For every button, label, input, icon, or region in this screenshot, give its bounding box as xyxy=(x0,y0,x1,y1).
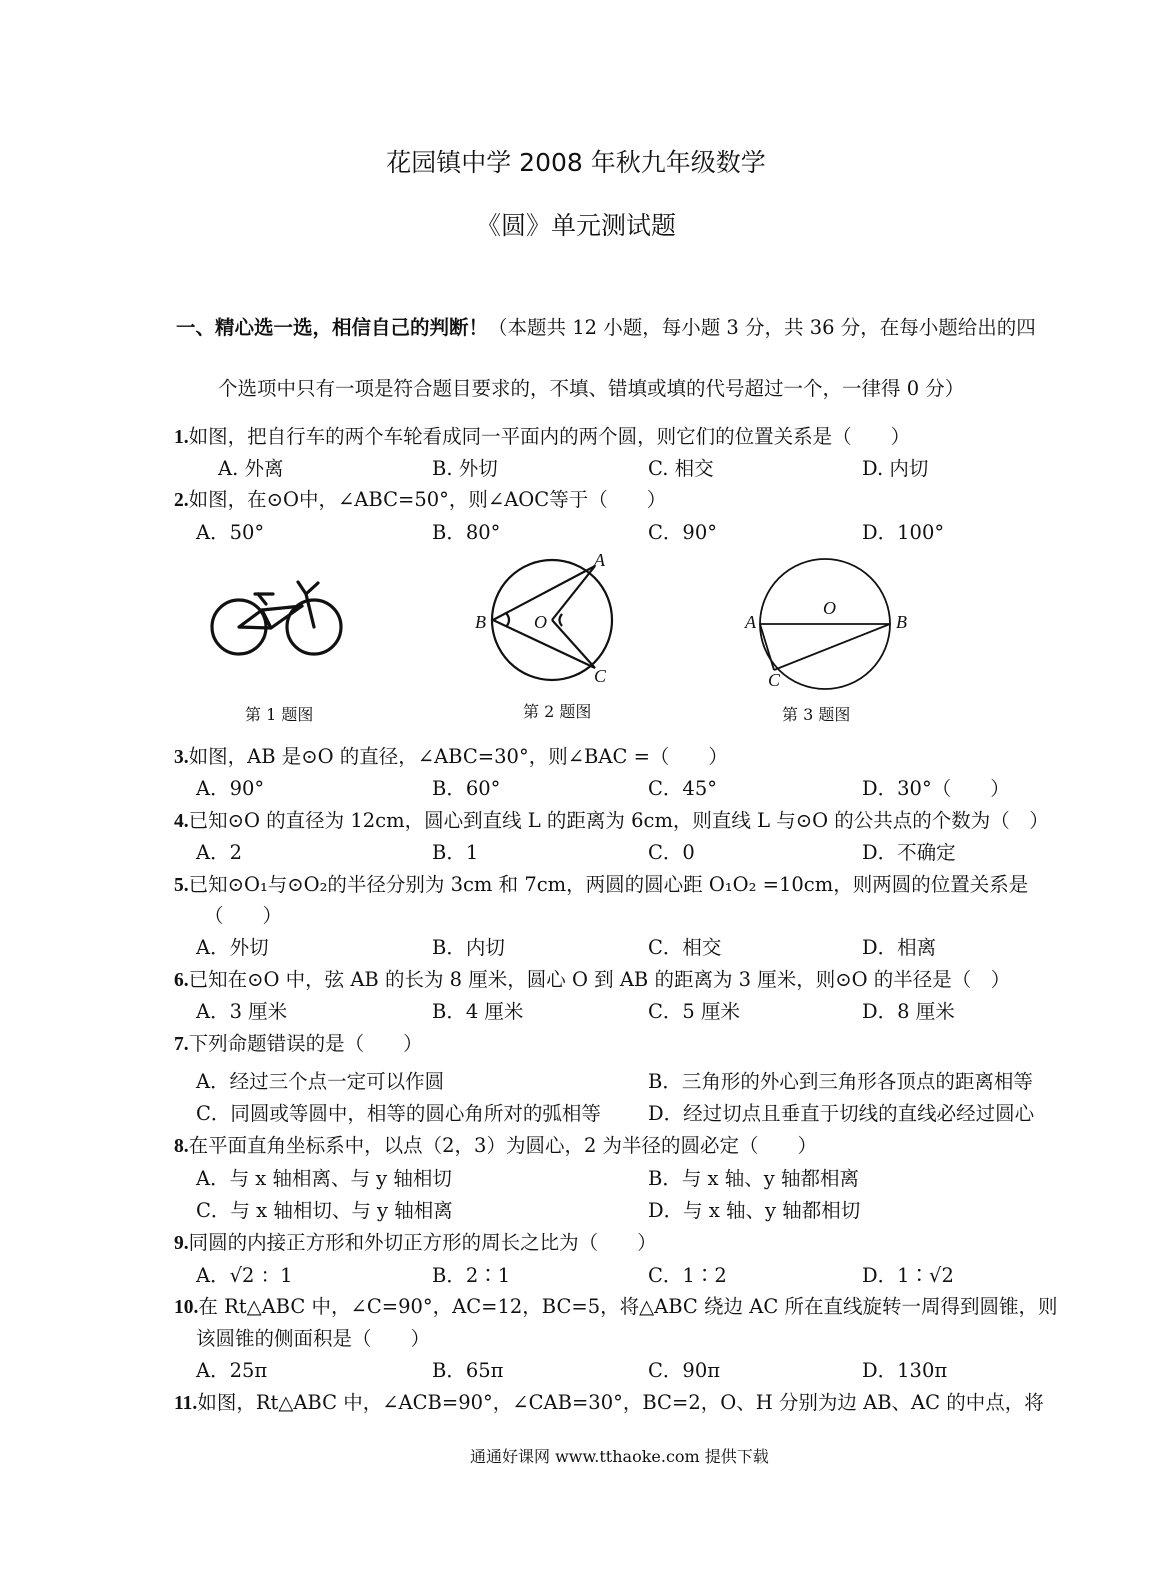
bicycle-figure xyxy=(200,568,350,668)
question-number: 9. xyxy=(174,1233,189,1254)
q1-option-a: A. 外离 xyxy=(218,457,284,480)
label-o: O xyxy=(534,612,547,632)
label-a: A xyxy=(594,550,605,570)
figure-3-caption: 第 3 题图 xyxy=(782,705,851,724)
question-text: 已知⊙O₁与⊙O₂的半径分别为 3cm 和 7cm，两圆的圆心距 O₁O₂ =10cm，则两圆的位置关系是 xyxy=(188,873,1029,896)
q5-option-d: D．相离 xyxy=(862,936,937,959)
section-heading xyxy=(176,312,1036,340)
question-4 xyxy=(174,805,1049,833)
question-text: 在 Rt△ABC 中，∠C=90°，AC=12，BC=5，将△ABC 绕边 AC 所在直线旋转一周得到圆锥，则 xyxy=(198,1295,1058,1318)
q3-option-b: B．60° xyxy=(432,777,501,800)
q1-option-b: B. 外切 xyxy=(432,457,498,480)
question-5-cont: （ ） xyxy=(204,904,283,927)
figure-2-circle xyxy=(470,548,620,693)
q8-option-b: B．与 x 轴、y 轴都相离 xyxy=(648,1167,859,1190)
q4-option-d: D．不确定 xyxy=(862,841,956,864)
q9-option-b: B．2∶1 xyxy=(432,1264,511,1287)
q7-option-a: A．经过三个点一定可以作圆 xyxy=(196,1070,445,1093)
question-text: 如图，把自行车的两个车轮看成同一平面内的两个圆，则它们的位置关系是（ ） xyxy=(188,425,911,448)
q4-option-a: A．2 xyxy=(196,841,242,864)
q2-option-a: A．50° xyxy=(196,521,265,544)
q3-option-c: C．45° xyxy=(648,777,717,800)
question-number: 3. xyxy=(174,747,189,768)
question-number: 10. xyxy=(174,1297,199,1318)
question-text: 已知在⊙O 中，弦 AB 的长为 8 厘米，圆心 O 到 AB 的距离为 3 厘米，则⊙O 的半径是（ ） xyxy=(188,968,1011,991)
label-b: B xyxy=(475,612,486,632)
q4-option-b: B．1 xyxy=(432,841,479,864)
question-number: 6. xyxy=(174,970,189,991)
question-1 xyxy=(174,421,910,449)
question-number: 5. xyxy=(174,875,189,896)
question-text: 下列命题错误的是（ ） xyxy=(188,1032,423,1055)
question-6 xyxy=(174,964,1010,992)
section-instructions: （本题共 12 小题，每小题 3 分，共 36 分，在每小题给出的四 xyxy=(488,316,1036,339)
question-text: 如图，AB 是⊙O 的直径，∠ABC=30°，则∠BAC =（ ） xyxy=(188,745,728,768)
question-number: 2. xyxy=(174,490,189,511)
q2-option-d: D．100° xyxy=(862,521,945,544)
question-7 xyxy=(174,1028,423,1056)
q2-option-c: C．90° xyxy=(648,521,717,544)
q9-option-a: A．√2 ：1 xyxy=(196,1264,293,1287)
question-10-cont: 该圆锥的侧面积是（ ） xyxy=(196,1327,431,1350)
q1-option-d: D. 内切 xyxy=(862,457,929,480)
q6-option-a: A．3 厘米 xyxy=(196,1000,288,1023)
doc-subtitle: 《圆》单元测试题 xyxy=(475,211,676,240)
label-b: B xyxy=(896,612,907,632)
section-instructions-cont: 个选项中只有一项是符合题目要求的，不填、错填或填的代号超过一个，一律得 0 分） xyxy=(218,377,965,400)
section-title: 一、精心选一选，相信自己的判断！ xyxy=(176,316,489,339)
question-text: 已知⊙O 的直径为 12cm，圆心到直线 L 的距离为 6cm，则直线 L 与⊙O 的公共点的个数为（ ） xyxy=(188,809,1049,832)
q8-option-a: A．与 x 轴相离、与 y 轴相切 xyxy=(196,1167,452,1190)
q3-option-a: A．90° xyxy=(196,777,265,800)
label-c: C xyxy=(768,670,781,690)
question-number: 4. xyxy=(174,811,189,832)
q7-option-c: C．同圆或等圆中，相等的圆心角所对的弧相等 xyxy=(196,1102,601,1125)
figure-1-caption: 第 1 题图 xyxy=(245,705,314,724)
q6-option-d: D．8 厘米 xyxy=(862,1000,955,1023)
question-text: 如图，Rt△ABC 中，∠ACB=90°，∠CAB=30°，BC=2，O、H 分别为边 AB、AC 的中点，将 xyxy=(197,1391,1044,1414)
question-text: 在平面直角坐标系中，以点（2，3）为圆心，2 为半径的圆必定（ ） xyxy=(188,1134,818,1157)
question-text: 如图，在⊙O中，∠ABC=50°，则∠AOC等于（ ） xyxy=(188,488,667,511)
q9-option-d: D．1∶√2 xyxy=(862,1264,954,1287)
q8-option-d: D．与 x 轴、y 轴都相切 xyxy=(648,1199,861,1222)
figure-3-circle xyxy=(740,550,920,695)
figure-2-caption: 第 2 题图 xyxy=(523,702,592,721)
q1-option-c: C. 相交 xyxy=(648,457,714,480)
page-footer: 通通好课网 www.tthaoke.com 提供下载 xyxy=(470,1447,769,1466)
q10-option-a: A．25π xyxy=(196,1359,268,1382)
label-o: O xyxy=(823,598,836,618)
q5-option-c: C．相交 xyxy=(648,936,722,959)
q6-option-c: C．5 厘米 xyxy=(648,1000,741,1023)
question-number: 7. xyxy=(174,1034,189,1055)
question-3 xyxy=(174,741,728,769)
q10-option-c: C．90π xyxy=(648,1359,721,1382)
label-c: C xyxy=(594,666,607,686)
q9-option-c: C．1∶2 xyxy=(648,1264,727,1287)
q4-option-c: C．0 xyxy=(648,841,695,864)
q5-option-a: A．外切 xyxy=(196,936,269,959)
q2-option-b: B．80° xyxy=(432,521,501,544)
doc-title: 花园镇中学 2008 年秋九年级数学 xyxy=(386,148,766,177)
q5-option-b: B．内切 xyxy=(432,936,505,959)
question-2 xyxy=(174,484,666,512)
question-9 xyxy=(174,1227,657,1255)
q8-option-c: C．与 x 轴相切、与 y 轴相离 xyxy=(196,1199,453,1222)
q10-option-d: D．130π xyxy=(862,1359,948,1382)
q3-option-d: D．30°（ ） xyxy=(862,777,1010,800)
label-a: A xyxy=(745,612,756,632)
q7-option-d: D．经过切点且垂直于切线的直线必经过圆心 xyxy=(648,1102,1035,1125)
question-number: 1. xyxy=(174,427,189,448)
question-10 xyxy=(174,1291,1057,1319)
question-11 xyxy=(174,1387,1044,1415)
q10-option-b: B．65π xyxy=(432,1359,504,1382)
question-number: 11. xyxy=(174,1393,198,1414)
question-text: 同圆的内接正方形和外切正方形的周长之比为（ ） xyxy=(188,1231,657,1254)
question-5 xyxy=(174,869,1028,897)
question-8 xyxy=(174,1130,817,1158)
q7-option-b: B．三角形的外心到三角形各顶点的距离相等 xyxy=(648,1070,1033,1093)
question-number: 8. xyxy=(174,1136,189,1157)
q6-option-b: B．4 厘米 xyxy=(432,1000,524,1023)
